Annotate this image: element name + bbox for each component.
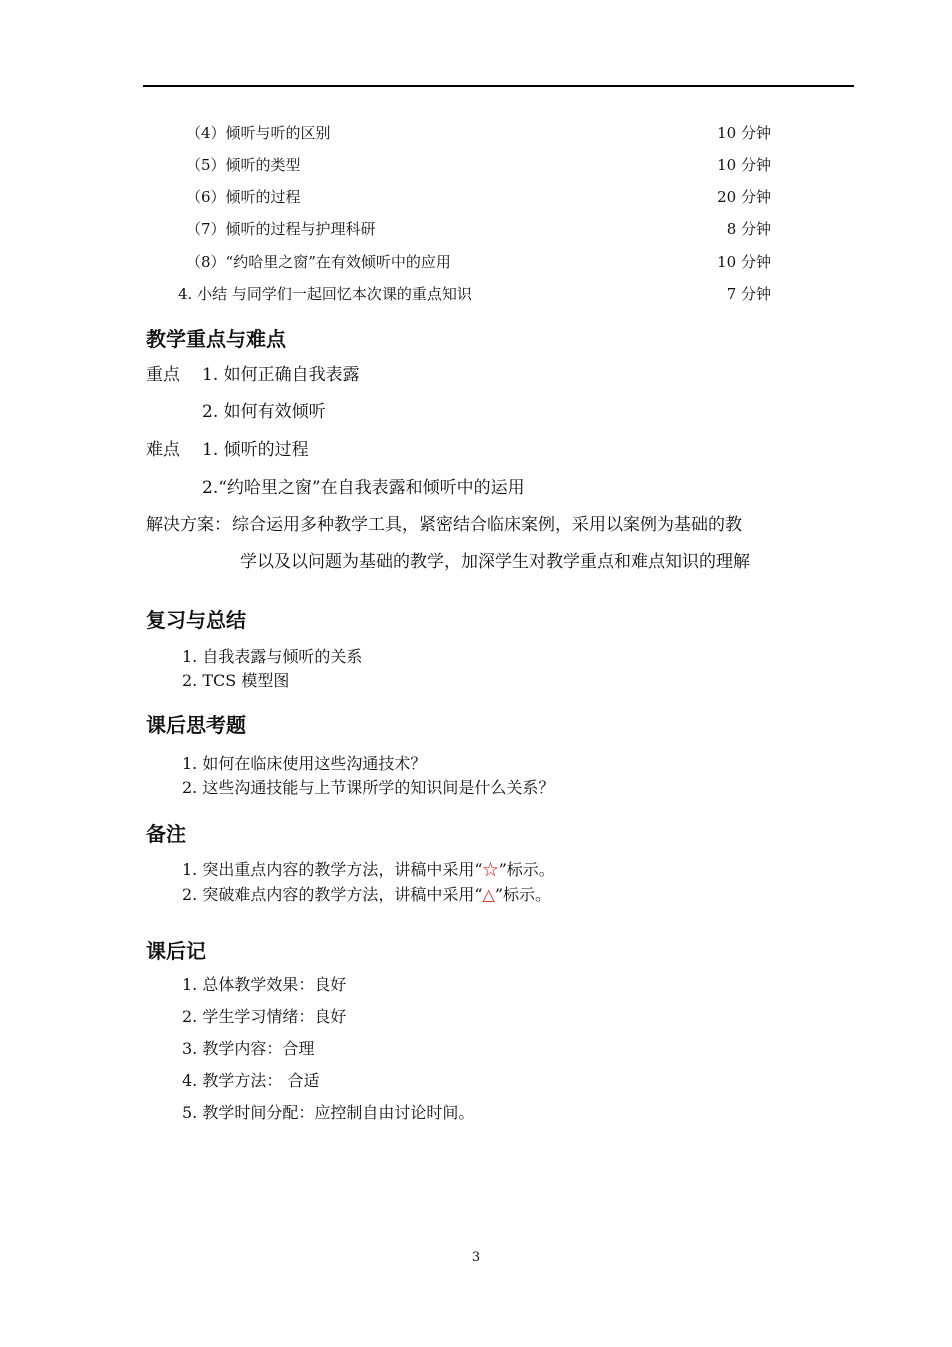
schedule-summary-time: 7 分钟 xyxy=(726,285,771,303)
schedule-row-label: （8）“约哈里之窗”在有效倾听中的应用 xyxy=(186,253,451,271)
schedule-row-label: （6）倾听的过程 xyxy=(186,188,301,206)
schedule-summary-label: 4. 小结 与同学们一起回忆本次课的重点知识 xyxy=(178,285,472,303)
notes-item xyxy=(182,858,555,882)
focus-label: 重点 xyxy=(146,365,180,385)
review-heading: 复习与总结 xyxy=(146,608,246,632)
after-class-item: 3. 教学内容：合理 xyxy=(182,1039,315,1058)
notes-item-text: ”标示。 xyxy=(498,860,555,879)
after-class-item: 4. 教学方法： 合适 xyxy=(182,1071,320,1090)
star-icon: ☆ xyxy=(482,860,499,879)
schedule-row xyxy=(186,250,771,274)
schedule-row-time: 10 分钟 xyxy=(717,124,771,142)
schedule-row-time: 8 分钟 xyxy=(726,220,771,238)
header-rule xyxy=(143,85,854,87)
schedule-row-label: （7）倾听的过程与护理科研 xyxy=(186,220,376,238)
solution-label: 解决方案： xyxy=(146,515,231,535)
after-class-heading: 课后记 xyxy=(146,939,206,963)
schedule-row-time: 10 分钟 xyxy=(717,156,771,174)
solution-line: 综合运用多种教学工具，紧密结合临床案例，采用以案例为基础的教 xyxy=(232,515,742,535)
schedule-row-label: （4）倾听与听的区别 xyxy=(186,124,331,142)
after-class-item: 5. 教学时间分配：应控制自由讨论时间。 xyxy=(182,1103,475,1122)
triangle-icon: △ xyxy=(482,885,495,904)
homework-item: 2. 这些沟通技能与上节课所学的知识间是什么关系？ xyxy=(182,778,555,797)
notes-heading: 备注 xyxy=(146,822,186,846)
schedule-row-time: 20 分钟 xyxy=(717,188,771,206)
key-points-heading: 教学重点与难点 xyxy=(146,327,286,351)
schedule-row xyxy=(186,217,771,241)
notes-item xyxy=(182,883,551,907)
notes-item-text: 1. 突出重点内容的教学方法，讲稿中采用“ xyxy=(182,860,483,879)
after-class-item: 2. 学生学习情绪：良好 xyxy=(182,1007,347,1026)
page-number: 3 xyxy=(471,1250,481,1265)
review-item: 2. TCS 模型图 xyxy=(182,671,290,690)
schedule-summary-row xyxy=(178,282,771,306)
schedule-row xyxy=(186,121,771,145)
schedule-row xyxy=(186,185,771,209)
focus-item: 1. 如何正确自我表露 xyxy=(202,365,360,385)
homework-heading: 课后思考题 xyxy=(146,713,246,737)
focus-item: 2. 如何有效倾听 xyxy=(202,402,326,422)
review-item: 1. 自我表露与倾听的关系 xyxy=(182,647,363,666)
difficulty-item: 2.“约哈里之窗”在自我表露和倾听中的运用 xyxy=(202,478,525,498)
schedule-row-time: 10 分钟 xyxy=(717,253,771,271)
solution-line: 学以及以问题为基础的教学，加深学生对教学重点和难点知识的理解 xyxy=(240,552,750,572)
schedule-row xyxy=(186,153,771,177)
homework-item: 1. 如何在临床使用这些沟通技术？ xyxy=(182,754,427,773)
after-class-item: 1. 总体教学效果：良好 xyxy=(182,975,347,994)
notes-item-text: ”标示。 xyxy=(494,885,552,904)
schedule-row-label: （5）倾听的类型 xyxy=(186,156,301,174)
notes-item-text: 2. 突破难点内容的教学方法，讲稿中采用“ xyxy=(182,885,483,904)
difficulty-label: 难点 xyxy=(146,440,180,460)
difficulty-item: 1. 倾听的过程 xyxy=(202,440,309,460)
